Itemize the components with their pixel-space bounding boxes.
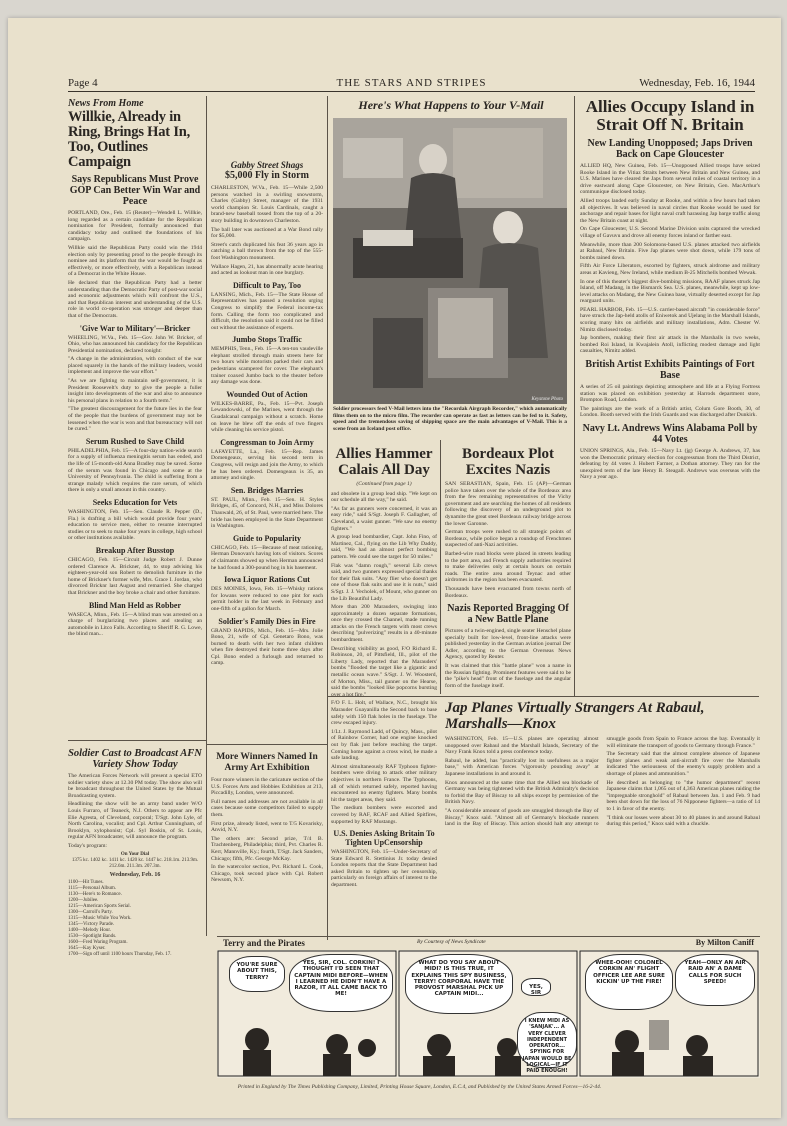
schedule-line: 1300—Carroll's Party. <box>68 909 113 915</box>
body-text: LAFAYETTE, La., Feb. 15—Rep. James Domengeaux, serving his second term in Congress, will resign and join the Army, to which he has been ordered. Domengeaux is 35, an attorney and single. <box>211 448 323 482</box>
body-text: CHICAGO, Feb. 15—Circuit Judge Robert J. Dunne ordered Clarence A. Brickner, 44, to stop advising his eighteen-year-old son Robert to demolish furniture in the home of Brickner's former wife, Mrs. Grace I. Jordan, who divorced Bricknr last August and remarried. She charged that Brickner and the boy broke a chair and other furniture. <box>68 556 202 596</box>
body-text: "A considerable amount of goods are smuggled through the Bay of Biscay," Knox said. "Almost all of Germany's blockade runners land in the Bay of Biscay. This action should halt any attempt to smuggle goods from Spain to France across the bay. Eventually it will eliminate the transport of goods to Germany through France." <box>445 736 760 828</box>
body-text: GRAND RAPIDS, Mich., Feb. 15—Mrs. Jolie Bono, 21, wife of Cpl. Genetaro Bono, was burned to death with her two infant children when fire destroyed their home three days after Cpl. Bono ended a furlough and returned to camp. <box>211 627 323 667</box>
continued-note: (Continued from page 1) <box>356 481 412 487</box>
subhead: U.S. Denies Asking Britain To Tighten UpCensorship <box>333 829 435 848</box>
body-text: 1/Lt. J. Raymond Ladd, of Quincy, Mass., pilot of Rainbow Corner, had one engine knocked out by flak just before reaching the target. Coming home against a cross wind, he made a safe landing. <box>331 728 437 762</box>
body-text: ST. PAUL, Minn., Feb. 15—Sen. H. Styles Bridges, 45, of Concord, N.H., and Miss Dolores Thauwald, 26, of St. Paul, were married here. The bride has been employed in the State Department in Washington. <box>211 496 323 530</box>
body-text: WASHINGTON, Feb. 15—Under-Secretary of State Edward R. Stettinius Jr. today denied London reports that the State Department had asked Britain to tighten up her censorship, particularly on foreign affairs of interest to the department. <box>331 849 437 889</box>
vmail-caption: Soldier processors feed V-Mail letters into the "Recordak Airgraph Recorder," which automatically films them on to the micro film. The recorder can operate as fast as letters can be fed to it. Safety, speed and the tremendous saving of shipping space are the main advantages of V-Mail. This is a scene from an Iceland post office. <box>333 406 567 432</box>
schedule-line: 1600—Fred Waring Program. <box>68 939 128 945</box>
body-text: Fifth Air Force Liberators, escorted by fighters, struck airdrome and military areas at Kavieng, New Ireland, while medium B-25 Mitchells bombed Wewak. <box>580 263 760 276</box>
body-text: "I think our losses were about 30 to 40 planes in and around Rabaul during this period," Knox said with a chuckle. <box>606 814 760 828</box>
body-text: WASHINGTON, Feb. 15—U.S. planes are operating almost unopposed over Rabaul and the Marshall Islands, Secretary of the Navy Frank Knox told a press conference today. <box>445 736 599 756</box>
subhead: Difficult to Pay, Too <box>232 280 301 290</box>
subhead: Breakup After Busstop <box>95 545 175 555</box>
schedule-day: Wednesday, Feb. 16 <box>109 871 161 878</box>
schedule-line: 1530—Spotlight Bands. <box>68 933 117 939</box>
program-schedule <box>68 880 202 958</box>
body-text: WILKES-BARRE, Pa., Feb. 15—Pvt. Joseph Lewandowski, of the Marines, went through the Guadalcanal campaign without a scratch. Home on leave he blew off the ends of two fingers while cleaning his service pistol. <box>211 400 323 434</box>
speech-bubble: YOU'RE SURE ABOUT THIS, TERRY? <box>229 956 285 992</box>
body-text: First prize, already listed, went to T/5 Kovarisky, Anvid, N.Y. <box>211 820 323 834</box>
body-text: He described as belonging to "the humor department" recent Japanese claims that 1,065 out of 4,363 American planes raiding the "impregnable stronghold" of Rabaul between Jan. 1 and Feb. 9 had been shot down for the loss of 76 Nipponese fighters—a ratio of 14 to 1 in favor of the enemy. <box>606 779 760 812</box>
comic-header <box>217 938 760 950</box>
body-text: The ball later was auctioned at a War Bond rally for $5,000. <box>211 226 323 240</box>
body-text: SAN SEBASTIAN, Spain, Feb. 15 (AP)—German police have taken over the whole of the Bordeaux area from the few remaining representatives of the Vichy government and are searching the homes of all residents following the discovery of an underground plot to dynamite the great steel Bordeaux railway bridge across the lower Garonne. <box>445 481 571 527</box>
column-rule <box>327 96 328 446</box>
body-text: PEARL HARBOR, Feb. 15—U.S. carrier-based aircraft "in considerable force" have struck the Jap-held atolls of Eniwetok and Ujelang in the Marshall Islands, scoring many hits on airfields and military installations, Adm. Chester W. Nimitz disclosed today. <box>580 306 760 333</box>
body-text: Four more winners in the caricature section of the U.S. Forces Arts and Hobbies Exhibition at 213, Piccadilly, London, were announced. <box>211 777 323 797</box>
winners-headline: More Winners Named In Army Art Exhibition <box>216 752 318 773</box>
body-text: The paintings are the work of a British artist, Colum Gore Booth, 30, of London. Booth served with the Irish Guards and was discharged after Dunkirk. <box>580 405 760 419</box>
schedule-line: 1100—Hit Tunes. <box>68 879 104 885</box>
schedule-line: 1645—Kay Kyser. <box>68 945 106 951</box>
body-text: A group lead bombardier, Capt. John Fino, of Martinez, Cal., flying on the Lib Why Daddy, said, "We had an almost perfect bombing pattern. We could see the target for 50 miles." <box>331 534 437 560</box>
subhead: Sen. Bridges Marries <box>230 485 304 495</box>
body-text: He declared that the Republican Party had a better understanding than the Democratic Party of post-war social and economic adjustments which will confront the U.S., and that Republican interest and understanding of the U.S. role in world co-operation was stronger and deeper than that of the Democrats. <box>68 279 202 319</box>
body-text: F/O F. L. Holt, of Wallace, N.C., brought his Marauder Guayanilla the Second back to base safely with 150 flak holes in the fuselage. The crew escaped injury. <box>331 700 437 727</box>
dial-label: On Your Dial <box>120 851 150 857</box>
comic-title: Terry and the Pirates <box>223 938 305 948</box>
subhead: Soldier's Family Dies in Fire <box>218 616 316 626</box>
body-text: Almost simultaneously RAF Typhoon fighter-bombers were diving to attack other military objectives in northern France. The Typhoons, all of which returned safely, reported having encountered no enemy fighters. Many bombs hit the target areas, they said. <box>331 763 437 803</box>
page-number: Page 4 <box>68 77 98 89</box>
body-text: UNION SPRINGS, Ala., Feb. 15—Navy Lt. (jg) George A. Andrews, 37, has won the Democratic primary election for congressman from the Third District, defeating by 44 votes J. Hubert Farmer, a Dothan attorney. They ran for the unexpired term of the late Henry B. Steagall. Andrews was overseas with the Navy a year ago. <box>580 448 760 481</box>
schedule-line: 1345—Victory Parade. <box>68 921 115 927</box>
column-rule <box>206 96 207 936</box>
body-text: A series of 25 oil paintings depicting atmosphere and life at a Flying Fortress station was placed on exhibition yesterday at Harrods department store, Brompton Road, London. <box>580 384 760 404</box>
body-text: German troops were rushed to all strategic points of Bordeaux, while police began a roundup of Frenchmen suspected of anti-Nazi activities. <box>445 529 571 549</box>
subhead: 'Give War to Military'—Bricker <box>79 323 191 333</box>
afn-headline: Soldier Cast to Broadcast AFN Variety Show Today <box>68 748 202 770</box>
schedule-line: 1115—Personal Album. <box>68 885 116 891</box>
body-text: LANSING, Mich., Feb. 15—The State House of Representatives has passed a resolution urging Congress to simplify the Federal income-tax form. Calling the form too complicated and difficult, the resolution said it could not be filled out without the assistance of experts. <box>211 291 323 331</box>
vmail-header <box>330 94 572 116</box>
vmail-headline: Here's What Happens to Your V-Mail <box>358 98 544 112</box>
newspaper-page <box>8 18 781 1118</box>
body-text: Barbed-wire road blocks were placed in streets leading to the port area, and French supply authorities required to make deliveries only at certain hours on certain roads. The entire area around Teynac and other airdromes in the region has been evacuated. <box>445 550 571 584</box>
comic-strip <box>217 950 760 1078</box>
body-text: The others are: Second prize, T/4 B. Trachtenberg, Philadelphia; third, Pvt. Charles R. Kerr, Mannville, Ky.; fourth, T/Sgt. Jack Sanders, Chicago; fifth, Pfc. George McKay. <box>211 835 323 862</box>
body-text: It was claimed that this "battle plane" won a name in the Russian fighting. Prominent features were said to be the "pike's head" front of the fuselage and the angular form of the fuselage itself. <box>445 663 571 689</box>
vmail-photo <box>333 118 567 404</box>
masthead <box>68 72 755 92</box>
calais-story <box>331 446 437 942</box>
body-text: Wallace Hagen, 21, has abnormally acute hearing and acted as lookout man in one burglary. <box>211 263 323 277</box>
body-text: DES MOINES, Iowa, Feb. 15—Whisky rations for Iowans were reduced to one pint for each permit holder in the last week in February and one-fifth of a gallon for March. <box>211 586 323 612</box>
body-text: Pictures of a twin-engined, single seater Henschel plane specially built for low-level, front-line attacks were published yesterday in the German aviation journal Der Adler, according to the German Overseas News Agency, quoted by Reuter. <box>445 628 571 661</box>
brief-news-column <box>211 98 323 743</box>
body-text: The Secretary said that the almost complete absence of Japanese fighter planes and weak anti-aircraft fire over the Marshalls indicated "the seriousness of the enemy's supply problem and a shortage of planes and ammunition." <box>606 751 760 777</box>
body-text: Rabaul, he added, has "practically lost its usefulness as a major base," with American forces "vigorously pounding away" at Japanese installations in and around it. <box>445 757 599 777</box>
body-text: WHEELING, W.Va., Feb. 15—Gov. John W. Bricker, of Ohio, who has announced his candidacy for the Republican Presidential nomination, declared tonight: <box>68 334 202 354</box>
section-rule <box>207 744 327 745</box>
body-text: More than 200 Marauders, swinging into approximately a dozen separate formations, once they crossed the Channel, made running attacks on the French targets with most crews describing "pulverizing" results in a 40-minute bombardment. <box>331 604 437 644</box>
allies-story <box>580 98 760 694</box>
allies-subhead: New Landing Unopposed; Japs Driven Back on Cape Gloucester <box>587 138 753 160</box>
body-text: WASECA, Minn., Feb. 15—A blind man was arrested on a charge of burglarizing two places and stealing an automobile in Litco Falls. According to Sheriff R. G. Lowe, the blind man... <box>68 611 202 638</box>
body-text: On Cape Gloucester, U.S. Second Marine Division units captured the wrecked village of Gavuvu and drove all enemy forces inland or farther east. <box>580 226 760 239</box>
jap-planes-headline: Jap Planes Virtually Strangers At Rabaul, Marshalls—Knox <box>445 700 705 732</box>
body-text: The American Forces Network will present a special ETO soldier variety show at 12.30 PM today. The show also will be broadcast throughout the United States by the Mutual Broadcasting system. <box>68 773 202 799</box>
issue-date: Wednesday, Feb. 16, 1944 <box>639 77 755 89</box>
jap-planes-story <box>445 700 760 934</box>
body-text: PHILADELPHIA, Feb. 15—A four-day nation-wide search for a supply of influenza meningitis serum has ended, and the life of 15-month-old Anna Bradley may be saved. Some of the serum was found in Chicago and some at the University of Pennsylvania. The child is suffering from a strange malady which requires the rare serum, of which there is only a small amount in this country. <box>68 447 202 494</box>
schedule-line: 1200—Jubilee. <box>68 897 99 903</box>
body-text: "A change in the administration, with conduct of the war placed squarely in the hands of the military leaders, would implement and improve the war effort." <box>68 356 202 376</box>
speech-bubble: YES, SIR, COL. CORKIN! I THOUGHT I'D SEEN THAT CAPTAIN MIDI BEFORE—WHEN I LEARNED HE DIDN'T HAVE A RAZOR, IT ALL CAME BACK TO ME! <box>289 954 393 1012</box>
subhead: Serum Rushed to Save Child <box>85 436 185 446</box>
body-text: Street's catch duplicated his feat 36 years ago in catching a ball thrown from the top of the 555-foot Washington monument. <box>211 241 323 261</box>
subhead: Guide to Popularity <box>232 533 301 543</box>
dial-frequencies: 1375 kc. 1402 kc. 1411 kc. 1420 kc. 1447 kc. 218.1m. 213.9m. 212.6m. 211.3m. 207.3m. <box>71 857 199 869</box>
comic-author: By Milton Caniff <box>695 938 754 947</box>
afn-story <box>68 744 202 1079</box>
paper-name: THE STARS AND STRIPES <box>336 77 487 89</box>
body-text: "The greatest discouragement for the future lies in the fear of the people that the burdens of government may not be lessened when the war is won and that bureaucracy will not be cured." <box>68 406 202 433</box>
schedule-line: 1215—American Sports Serial. <box>68 903 131 909</box>
speech-bubble: YES, SIR <box>521 978 551 996</box>
speech-bubble: I KNEW MIDI AS 'SANJAK'... A VERY CLEVER INDEPENDENT OPERATOR... SPYING FOR JAPAN WOULD BE LOGICAL—IF IT PAID ENOUGH! <box>517 1012 577 1068</box>
willkie-story <box>68 98 202 738</box>
body-text: "As far as gunners were concerned, it was an easy ride," said S/Sgt. Joseph F. Gallagher, of Cleveland, a waist gunner. "We saw no enemy fighters." <box>331 505 437 532</box>
printer-footer: Printed in England by The Times Publishing Company, Limited, Printing House Square, London, E.C.4, and Published by the United States Armed Forces—16-2-44. <box>237 1084 602 1090</box>
schedule-line: 1130—Here's to Romance. <box>68 891 122 897</box>
body-text: Thousands have been evacuated from towns north of Bordeaux. <box>445 585 571 599</box>
vmail-photo-image <box>333 118 567 404</box>
art-winners-story <box>211 748 323 933</box>
jap-planes-body <box>445 736 760 829</box>
subhead: Seeks Education for Vets <box>92 497 178 507</box>
bordeaux-story <box>445 446 571 694</box>
schedule-line: 1700—Sign off until 1100 hours Thursday, Feb. 17. <box>68 951 172 957</box>
subhead: Blind Man Held as Robber <box>88 600 181 610</box>
section-rule <box>68 740 206 741</box>
calais-headline: Allies Hammer Calais All Day <box>335 446 433 478</box>
body-text: PORTLAND, Ore., Feb. 15 (Reuter)—Wendell L. Willkie, long regarded as a certain candidate for the Republican nomination for President, formally announced that candidacy today and outlined the foundations of his campaign. <box>68 210 202 243</box>
subhead: Iowa Liquor Rations Cut <box>224 575 310 585</box>
body-text: Flak was "damn rough," several Lib crews said, and two gunners expressed special thanks for their flak suits. "Any flier who doesn't get one of those flak suits and use it is nuts," said S/Sgt. J. J. Vecholek, of Mount, who gunner on the Lib Beautiful Lady. <box>331 562 437 602</box>
body-text: Meanwhile, more than 200 Solomons-based U.S. planes attacked two airfields at Rabaul, New Britain. Five Jap planes were shot down, while 179 tons of bombs rained down. <box>580 241 760 261</box>
subhead: British Artist Exhibits Paintings of Fort Base <box>585 359 755 382</box>
body-text: Describing visibility as good, F/O Richard E. Robinson, 20, of Pittsfield, Ill., pilot of the Liberty Lady, reported that the Marauders' bombs "flooded the target like a gigantic and metallic ocean wave." S/Sgt. J. W. Woosterd, of Morton, Miss., tail gunner on the Hearse, said the bombs "looked like popcorns bursting over a hot fire." <box>331 645 437 698</box>
body-text: The medium bombers were escorted and covered by RAF, RCAF and Allied Spitfires, supported by RAF Mustangs. <box>331 805 437 825</box>
body-text: and obsolete in a group lead ship. "We kept on our schedule all the way," he said. <box>331 490 437 504</box>
column-rule <box>327 440 328 940</box>
photo-credit: Keystone Photo <box>531 397 563 402</box>
gabby-kicker: Gabby Street Shags <box>230 160 304 170</box>
section-rule <box>217 936 760 937</box>
body-text: Today's program: <box>68 842 107 849</box>
section-kicker: News From Home <box>68 98 144 109</box>
speech-bubble: WHEE-OOH! COLONEL CORKIN AN' FLIGHT OFFICER LEE ARE SURE KICKIN' UP THE FIRE! <box>585 954 673 1010</box>
comic-courtesy: By Courtesy of News Syndicate <box>417 939 486 945</box>
body-text: In one of this theater's biggest dive-bombing missions, RAAF planes struck Jap Island, off Madang, in the Bismarck Sea. U.S. planes, meanwhile, kept up low-level attacks on Madang, the New Guinea base, virtually deserted except for Jap rearguard units. <box>580 278 760 305</box>
body-text: Willkie said the Republican Party could win the 1944 election only by presenting proof to the people through its nominee and its platform that the war would be fought as effectively, or more effectively, with a Republican instead of a Democrat in the White House. <box>68 244 202 278</box>
bordeaux-headline: Bordeaux Plot Excites Nazis <box>461 446 555 478</box>
body-text: MEMPHIS, Tenn., Feb. 15—A ten-ton vaudeville elephant strolled through main streets here for two hours while motorists parked their cars and pedestrians scampered for cover. The elephant's trainer coaxed Jumbo back to the theater before any damage was done. <box>211 346 323 386</box>
body-text: ALLIED HQ, New Guinea, Feb. 15—Unopposed Allied troops have seized Rooke Island in the Vitiaz Straits between New Britain and New Guinea, and U.S. Marines have cleared the Japs from several miles of coastal territory in a drive eastward along Cape Gloucester, on New Britain, Gen. MacArthur's communique disclosed today. <box>580 163 760 196</box>
body-text: Allied troops landed early Sunday at Rooke, and within a few hours had taken all objectives. It was believed in naval circles that Rooke would be used for anchorage and repair bases for light naval craft harassing Jap barge traffic along the New Britain coast at night. <box>580 197 760 224</box>
speech-bubble: WHAT DO YOU SAY ABOUT MIDI? IS THIS TRUE, IT EXPLAINS THIS SPY BUSINESS, TERRY! CORPORAL HAVE THE PROVOST MARSHAL PICK UP CAPTAIN MIDI... <box>405 954 513 1014</box>
body-text: Jap bombers, making their first air attack in the Marshalls in two weeks, bombed Roi Island, in Kwajalein Atoll, inflicting modest damage and light casualties, Nimitz added. <box>580 335 760 355</box>
schedule-line: 1400—Melody Hour. <box>68 927 112 933</box>
subhead: Wounded Out of Action <box>226 389 308 399</box>
subhead: Congressman to Join Army <box>220 437 314 447</box>
willkie-headline: Willkie, Already in Ring, Brings Hat In, Too, Outlines Campaign <box>68 109 191 170</box>
body-text: CHARLESTON, W.Va., Feb. 15—While 2,500 persons watched in a swirling snowstorm, Charles (Gabby) Street, manager of the 1931 world champion St. Louis Cardinals, caught a brand-new baseball tossed from the top of a 20-story building in downtown Charleston. <box>211 185 323 224</box>
speech-bubble: YEAH—ONLY AN AIR RAID AN' A DAME CALLS FOR SUCH SPEED! <box>675 954 755 1006</box>
column-rule <box>440 440 441 694</box>
schedule-line: 1315—Music While You Work. <box>68 915 132 921</box>
subhead: Nazis Reported Bragging Of a New Battle Plane <box>447 603 569 626</box>
body-text: "As we are fighting to maintain self-government, it is President Roosevelt's duty to give the people a fuller insight into developments of the war and also to announce his personal plans in relation to a fourth term." <box>68 378 202 404</box>
column-rule <box>574 96 575 696</box>
body-text: Full names and addresses are not available in all cases because some competitors failed to supply them. <box>211 798 323 818</box>
body-text: WASHINGTON, Feb. 15—Sen. Claude R. Pepper (D., Fla.) is drafting a bill which would provide four years' education to service men, either to resume interrupted studies or to seek to make four years in college, high school or other institutions available. <box>68 508 202 542</box>
gabby-headline: $5,000 Fly in Storm <box>225 170 309 181</box>
body-text: CHICAGO, Feb. 15—Because of meat rationing, Herman Donovan's having lots of visitors. Scores of claimants showed up when Herman announced he had found a 300-pound hog in his basement. <box>211 544 323 571</box>
body-text: Headlining the show will be an army band under W/O Louis Furraro, of Teaneck, N.J. Others to appear are Pfc Elie Agresta, of Cleveland, corporal; T/Sgt. John Lyle, of North Carolina, vocalist; and Cpl. Arthur Cunningham, of Brooklyn, xylophonist; Cpl. Syl Boskin, of St. Louis, regular AFN broadcaster, will announce the program. <box>68 801 202 841</box>
subhead: Navy Lt. Andrews Wins Alabama Poll by 44 Votes <box>582 423 758 445</box>
body-text: In the watercolor section, Pvt. Richard L. Cook, Chicago, took second place with Cpl. Robert Newsom, N.Y. <box>211 864 323 884</box>
allies-headline: Allies Occupy Island in Strait Off N. Britain <box>585 98 755 134</box>
willkie-subhead: Says Republicans Must Prove GOP Can Better Win War and Peace <box>69 174 201 207</box>
body-text: Knox announced at the same time that the Allied sea blockade of Germany was being tightened with the British Admiralty's decision to forbid the Bay of Biscay to all ships except by permission of the British Navy. <box>445 779 599 806</box>
subhead: Jumbo Stops Traffic <box>232 335 302 345</box>
